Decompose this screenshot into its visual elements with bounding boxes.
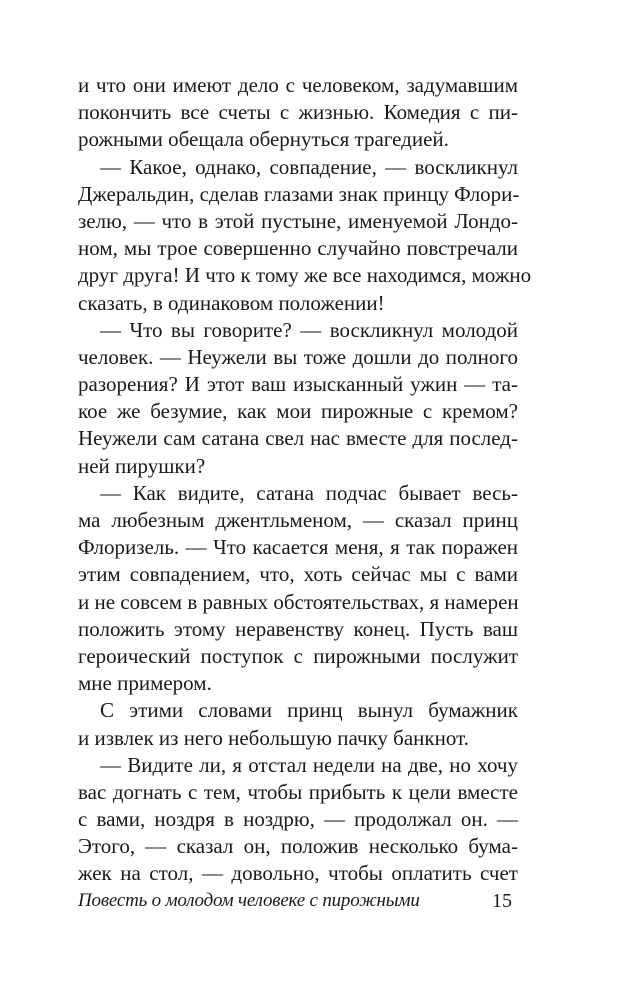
text-line: ма любезным джентльменом, — сказал принц <box>78 508 518 532</box>
text-line: ном, мы трое совершенно случайно повстречали <box>78 236 518 261</box>
running-title: Повесть о молодом человеке с пирожными <box>78 890 420 911</box>
text-line: жек на стол, — довольно, чтобы оплатить счет <box>78 861 518 886</box>
text-line: героический поступок с пирожными послужит <box>78 643 518 668</box>
text-line: друг друга! И что к тому же все находимся, можно <box>78 263 532 288</box>
text-line: и извлек из него небольшую пачку банкнот. <box>78 725 469 750</box>
text-line: с вами, ноздря в ноздрю, — продолжал он. — <box>78 807 518 832</box>
text-line: и не совсем в равных обстоятельствах, я намерен <box>78 589 519 614</box>
text-line: Этого, — сказал он, положив несколько бума- <box>78 834 518 859</box>
text-line: — Видите ли, я отстал недели на две, но хочу <box>100 752 518 777</box>
text-line: положить этому неравенству конец. Пусть ваш <box>78 616 518 641</box>
text-line: — Что вы говорите? — воскликнул молодой <box>100 317 518 342</box>
text-line: разорения? И этот ваш изысканный ужин — та- <box>78 372 518 397</box>
text-line: покончить все счеты с жизнью. Комедия с пи- <box>78 100 518 125</box>
text-line: ней пирушки? <box>78 453 206 478</box>
page-footer <box>78 886 518 916</box>
text-line: человек. — Неужели вы тоже дошли до полного <box>78 344 518 369</box>
text-line: С этими словами принц вынул бумажник <box>100 698 518 723</box>
text-line: этим совпадением, что, хоть сейчас мы с вами <box>78 562 518 587</box>
text-line: — Как видите, сатана подчас бывает весь- <box>100 480 518 505</box>
text-line: вас догнать с тем, чтобы прибыть к цели вместе <box>78 779 518 804</box>
text-line: зелю, — что в этой пустыне, именуемой Лондо- <box>78 208 518 233</box>
text-line: Джеральдин, сделав глазами знак принцу Флори- <box>78 181 520 206</box>
text-line: — Какое, однако, совпадение, — воскликнул <box>100 154 518 179</box>
page-number: 15 <box>492 889 512 912</box>
text-line: рожными обещала обернуться трагедией. <box>78 127 449 152</box>
text-line: и что они имеют дело с человеком, задумавшим <box>78 73 518 97</box>
body-text <box>78 72 532 888</box>
text-line: сказать, в одинаковом положении! <box>78 290 385 315</box>
text-line: кое же безумие, как мои пирожные с кремом? <box>78 399 518 424</box>
text-line: Флоризель. — Что касается меня, я так поражен <box>78 535 518 560</box>
text-line: мне примером. <box>78 671 212 696</box>
text-line: Неужели сам сатана свел нас вместе для послед- <box>78 426 518 451</box>
